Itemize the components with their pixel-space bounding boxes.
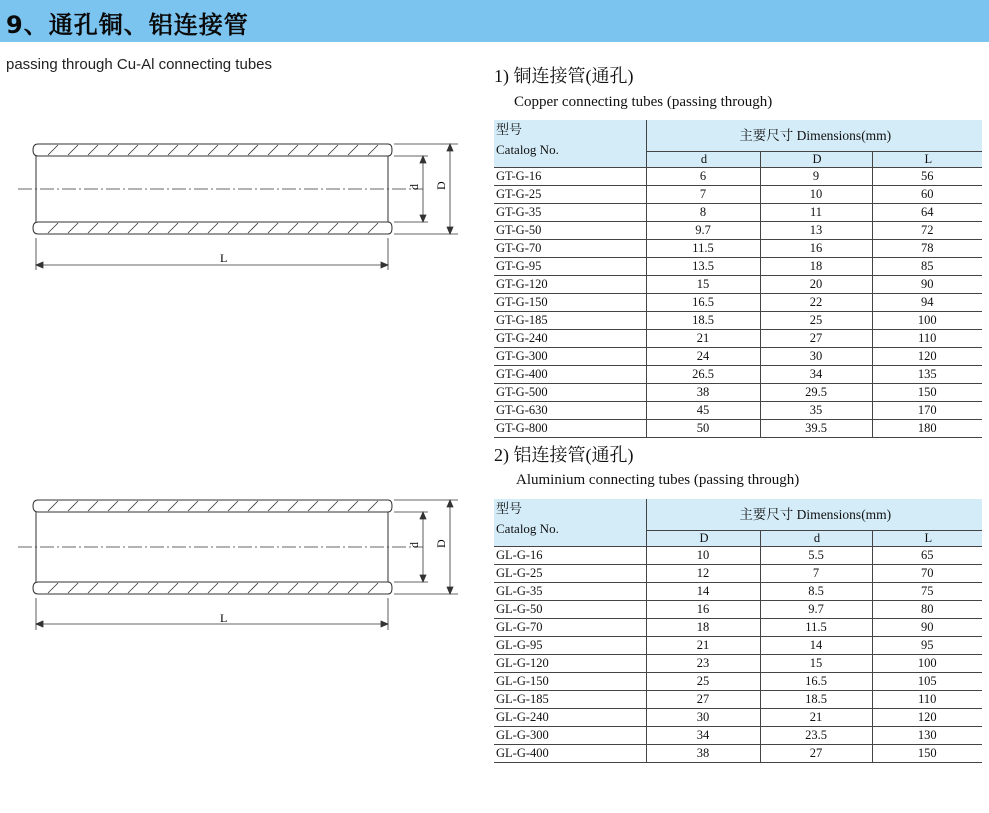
aluminium-rows	[494, 547, 982, 763]
dimension-cell: 120	[872, 709, 982, 727]
catalog-number-cell: GT-G-240	[494, 330, 646, 348]
column-header: d	[646, 152, 760, 168]
copper-section-title: 1) 铜连接管(通孔)	[494, 66, 634, 86]
dimension-cell: 5.5	[760, 547, 872, 565]
dimension-cell: 38	[646, 745, 760, 763]
table-row	[494, 709, 982, 727]
dimension-cell: 34	[760, 366, 872, 384]
dimension-cell: 94	[872, 294, 982, 312]
dimension-cell: 65	[872, 547, 982, 565]
dimension-cell: 50	[646, 420, 760, 438]
dimension-cell: 70	[872, 565, 982, 583]
table-row	[494, 222, 982, 240]
catalog-number-cell: GT-G-630	[494, 402, 646, 420]
catalog-number-cell: GT-G-70	[494, 240, 646, 258]
table-row	[494, 637, 982, 655]
dimension-cell: 25	[646, 673, 760, 691]
dimensions-header: 主要尺寸 Dimensions(mm)	[646, 499, 982, 531]
table-row	[494, 348, 982, 366]
dimension-cell: 180	[872, 420, 982, 438]
catalog-number-cell: GT-G-120	[494, 276, 646, 294]
dimension-cell: 95	[872, 637, 982, 655]
dimension-cell: 18.5	[646, 312, 760, 330]
catalog-number-cell: GL-G-95	[494, 637, 646, 655]
dimension-cell: 78	[872, 240, 982, 258]
dimension-cell: 6	[646, 168, 760, 186]
table-row	[494, 583, 982, 601]
dimension-cell: 24	[646, 348, 760, 366]
dimension-cell: 110	[872, 691, 982, 709]
catalog-number-cell: GT-G-25	[494, 186, 646, 204]
model-header: 型号 Catalog No.	[494, 499, 646, 547]
table-row	[494, 258, 982, 276]
aluminium-section-subtitle: Aluminium connecting tubes (passing through)	[516, 472, 800, 488]
dimension-cell: 8.5	[760, 583, 872, 601]
dimension-cell: 38	[646, 384, 760, 402]
dimension-cell: 135	[872, 366, 982, 384]
dimension-cell: 100	[872, 655, 982, 673]
table-row	[494, 565, 982, 583]
dimension-cell: 23	[646, 655, 760, 673]
dimension-cell: 80	[872, 601, 982, 619]
catalog-number-cell: GT-G-16	[494, 168, 646, 186]
column-header: D	[646, 531, 760, 547]
aluminium-tube-drawing	[18, 488, 468, 638]
catalog-number-cell: GL-G-25	[494, 565, 646, 583]
dimension-cell: 56	[872, 168, 982, 186]
model-header: 型号 Catalog No.	[494, 120, 646, 168]
dimension-cell: 14	[646, 583, 760, 601]
dimension-cell: 9.7	[760, 601, 872, 619]
dimension-cell: 72	[872, 222, 982, 240]
dimension-cell: 9	[760, 168, 872, 186]
dimension-cell: 10	[646, 547, 760, 565]
title-banner	[0, 0, 989, 42]
dimension-cell: 16	[646, 601, 760, 619]
dimension-cell: 60	[872, 186, 982, 204]
dimension-cell: 35	[760, 402, 872, 420]
catalog-number-cell: GT-G-35	[494, 204, 646, 222]
dimension-cell: 14	[760, 637, 872, 655]
catalog-number-cell: GL-G-150	[494, 673, 646, 691]
dimension-cell: 170	[872, 402, 982, 420]
catalog-number-cell: GT-G-800	[494, 420, 646, 438]
table-row	[494, 691, 982, 709]
table-row	[494, 330, 982, 348]
catalog-number-cell: GL-G-120	[494, 655, 646, 673]
length-label: L	[220, 611, 228, 625]
dimension-cell: 25	[760, 312, 872, 330]
dimension-cell: 150	[872, 745, 982, 763]
dimension-cell: 27	[646, 691, 760, 709]
catalog-number-cell: GT-G-150	[494, 294, 646, 312]
column-header: L	[872, 531, 982, 547]
copper-rows	[494, 168, 982, 438]
dimension-cell: 9.7	[646, 222, 760, 240]
copper-section-subtitle: Copper connecting tubes (passing through)	[514, 94, 773, 110]
dimension-cell: 30	[760, 348, 872, 366]
catalog-number-cell: GL-G-240	[494, 709, 646, 727]
catalog-number-cell: GT-G-500	[494, 384, 646, 402]
dimension-cell: 12	[646, 565, 760, 583]
table-row	[494, 547, 982, 565]
dimension-cell: 8	[646, 204, 760, 222]
dimension-cell: 27	[760, 330, 872, 348]
table-row	[494, 294, 982, 312]
dimension-cell: 15	[646, 276, 760, 294]
dimension-cell: 23.5	[760, 727, 872, 745]
dimension-cell: 150	[872, 384, 982, 402]
dimensions-header: 主要尺寸 Dimensions(mm)	[646, 120, 982, 152]
dimension-cell: 13.5	[646, 258, 760, 276]
dimension-cell: 7	[646, 186, 760, 204]
dimension-cell: 16.5	[760, 673, 872, 691]
dimension-lines	[36, 144, 458, 270]
table-row	[494, 420, 982, 438]
dimension-cell: 34	[646, 727, 760, 745]
catalog-number-cell: GL-G-50	[494, 601, 646, 619]
inner-diameter-label: d	[407, 184, 421, 190]
catalog-number-cell: GL-G-300	[494, 727, 646, 745]
dimension-cell: 7	[760, 565, 872, 583]
table-row	[494, 655, 982, 673]
dimension-cell: 26.5	[646, 366, 760, 384]
dimension-cell: 29.5	[760, 384, 872, 402]
catalog-number-cell: GL-G-35	[494, 583, 646, 601]
dimension-cell: 16	[760, 240, 872, 258]
dimension-cell: 18	[760, 258, 872, 276]
column-header: D	[760, 152, 872, 168]
table-row	[494, 384, 982, 402]
length-label: L	[220, 251, 228, 265]
outer-diameter-label: D	[434, 181, 448, 190]
dimension-lines	[36, 500, 458, 630]
aluminium-section-title: 2) 铝连接管(通孔)	[494, 445, 634, 465]
catalog-number-cell: GT-G-50	[494, 222, 646, 240]
dimension-cell: 75	[872, 583, 982, 601]
table-row	[494, 619, 982, 637]
dimension-cell: 90	[872, 619, 982, 637]
aluminium-table	[494, 499, 982, 763]
dimension-cell: 100	[872, 312, 982, 330]
catalog-number-cell: GT-G-400	[494, 366, 646, 384]
dimension-cell: 85	[872, 258, 982, 276]
table-row	[494, 402, 982, 420]
page-title: 9、通孔铜、铝连接管	[6, 11, 249, 39]
table-row	[494, 276, 982, 294]
copper-table	[494, 120, 982, 438]
dimension-cell: 21	[646, 330, 760, 348]
dimension-cell: 10	[760, 186, 872, 204]
dimension-cell: 18.5	[760, 691, 872, 709]
dimension-cell: 64	[872, 204, 982, 222]
dimension-cell: 30	[646, 709, 760, 727]
dimension-cell: 18	[646, 619, 760, 637]
table-row	[494, 745, 982, 763]
column-header: d	[760, 531, 872, 547]
catalog-number-cell: GT-G-95	[494, 258, 646, 276]
dimension-cell: 16.5	[646, 294, 760, 312]
dimension-cell: 130	[872, 727, 982, 745]
table-row	[494, 312, 982, 330]
catalog-number-cell: GL-G-16	[494, 547, 646, 565]
table-row	[494, 727, 982, 745]
dimension-cell: 22	[760, 294, 872, 312]
copper-tube-drawing	[18, 130, 468, 280]
dimension-cell: 120	[872, 348, 982, 366]
dimension-cell: 13	[760, 222, 872, 240]
dimension-cell: 20	[760, 276, 872, 294]
page-subtitle: passing through Cu-Al connecting tubes	[6, 56, 273, 73]
dimension-cell: 27	[760, 745, 872, 763]
table-row	[494, 366, 982, 384]
dimension-cell: 11	[760, 204, 872, 222]
catalog-number-cell: GL-G-400	[494, 745, 646, 763]
dimension-cell: 110	[872, 330, 982, 348]
table-row	[494, 168, 982, 186]
catalog-number-cell: GT-G-300	[494, 348, 646, 366]
table-row	[494, 240, 982, 258]
dimension-cell: 90	[872, 276, 982, 294]
catalog-number-cell: GL-G-185	[494, 691, 646, 709]
dimension-cell: 15	[760, 655, 872, 673]
inner-diameter-label: d	[407, 542, 421, 548]
outer-diameter-label: D	[434, 539, 448, 548]
catalog-number-cell: GL-G-70	[494, 619, 646, 637]
dimension-cell: 21	[646, 637, 760, 655]
dimension-cell: 45	[646, 402, 760, 420]
table-row	[494, 601, 982, 619]
dimension-cell: 11.5	[760, 619, 872, 637]
table-row	[494, 673, 982, 691]
table-row	[494, 204, 982, 222]
dimension-cell: 105	[872, 673, 982, 691]
dimension-cell: 39.5	[760, 420, 872, 438]
column-header: L	[872, 152, 982, 168]
dimension-cell: 11.5	[646, 240, 760, 258]
dimension-cell: 21	[760, 709, 872, 727]
catalog-number-cell: GT-G-185	[494, 312, 646, 330]
table-row	[494, 186, 982, 204]
